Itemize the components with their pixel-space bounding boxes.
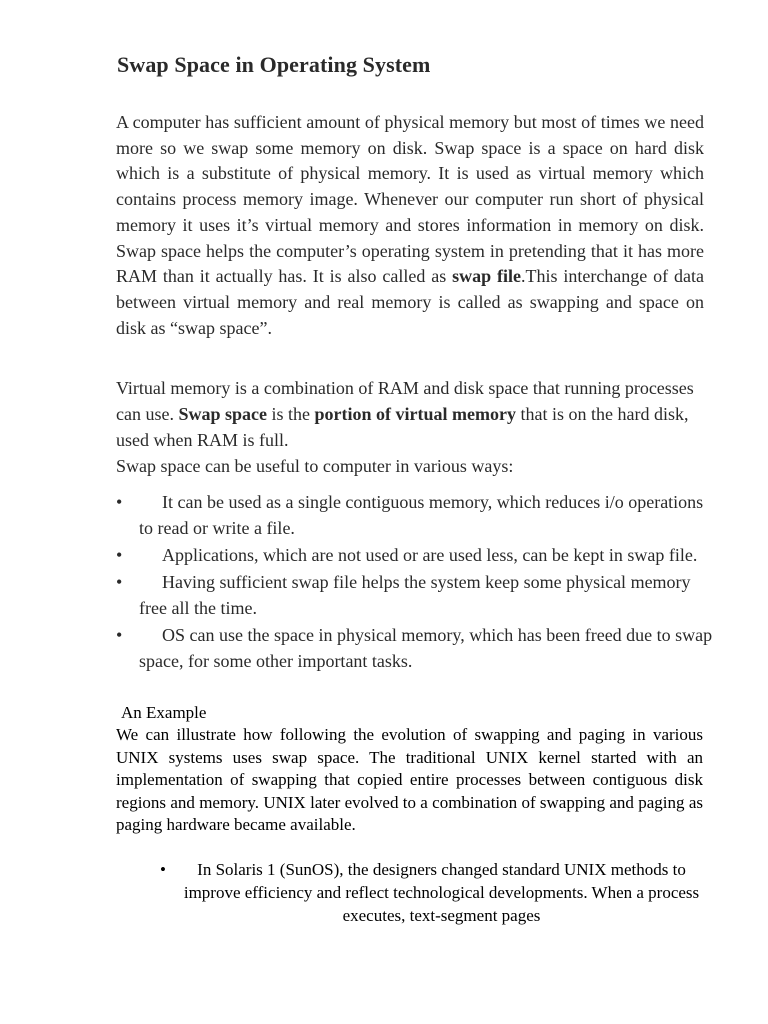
- list-item: [116, 542, 716, 568]
- intro-paragraph: [116, 110, 704, 341]
- list-item-text: Applications, which are not used or are used less, can be kept in swap file.: [162, 545, 698, 565]
- example-heading: An Example: [121, 703, 207, 722]
- list-item-text: OS can use the space in physical memory, which has been freed due to swap space, for some other important tasks.: [139, 625, 713, 671]
- list-item: [116, 622, 716, 674]
- uses-list: [116, 489, 716, 675]
- page-title: Swap Space in Operating System: [117, 52, 431, 77]
- bullet-icon: •: [116, 492, 123, 512]
- example-list: [160, 858, 700, 927]
- virtual-memory-term: portion of virtual memory: [314, 404, 516, 424]
- list-item-text: It can be used as a single contiguous memory, which reduces i/o operations to read or write a file.: [139, 492, 704, 538]
- list-item: [116, 569, 716, 621]
- bullet-icon: •: [116, 545, 123, 565]
- list-item-text: In Solaris 1 (SunOS), the designers changed standard UNIX methods to improve efficiency and reflect technological developments. When a process executes, text-segment pages: [183, 860, 700, 925]
- bullet-icon: •: [160, 860, 166, 879]
- intro-text-1: A computer has sufficient amount of physical memory but most of times we need more so we swap some memory on disk. Swap space is a space on hard disk which is a substitute of physical memory. It is used as virtual memory which contains process memory image. Whenever our computer run short of physical memory it uses it’s virtual memory and stores information in memory on disk. Swap space helps the computer’s operating system in pretending that it has more RAM than it actually has. It is also called as: [116, 112, 704, 287]
- vm-text-3: that is on the hard disk, used when RAM is full.: [116, 404, 689, 450]
- intro-text-2: .This interchange of data between virtual memory and real memory is called as swapping and space on disk as “swap space”.: [116, 266, 704, 338]
- vm-text-1: Virtual memory is a combination of RAM and disk space that running processes can use.: [116, 378, 694, 424]
- list-item: [116, 489, 716, 541]
- example-paragraph: We can illustrate how following the evolution of swapping and paging in various UNIX systems uses swap space. The traditional UNIX kernel started with an implementation of swapping that copied entire processes between contiguous disk regions and memory. UNIX later evolved to a combination of swapping and paging as paging hardware became available.: [116, 725, 703, 835]
- bullet-icon: •: [116, 572, 123, 592]
- swap-file-term: swap file: [452, 266, 521, 287]
- list-item-text: Having sufficient swap file helps the system keep some physical memory free all the time.: [139, 572, 691, 618]
- list-item: [160, 858, 700, 927]
- bullet-icon: •: [116, 625, 123, 645]
- vm-text-2: is the: [267, 404, 315, 424]
- swap-space-term: Swap space: [178, 404, 267, 424]
- virtual-memory-paragraph: [116, 375, 708, 479]
- uses-intro: Swap space can be useful to computer in various ways:: [116, 456, 514, 476]
